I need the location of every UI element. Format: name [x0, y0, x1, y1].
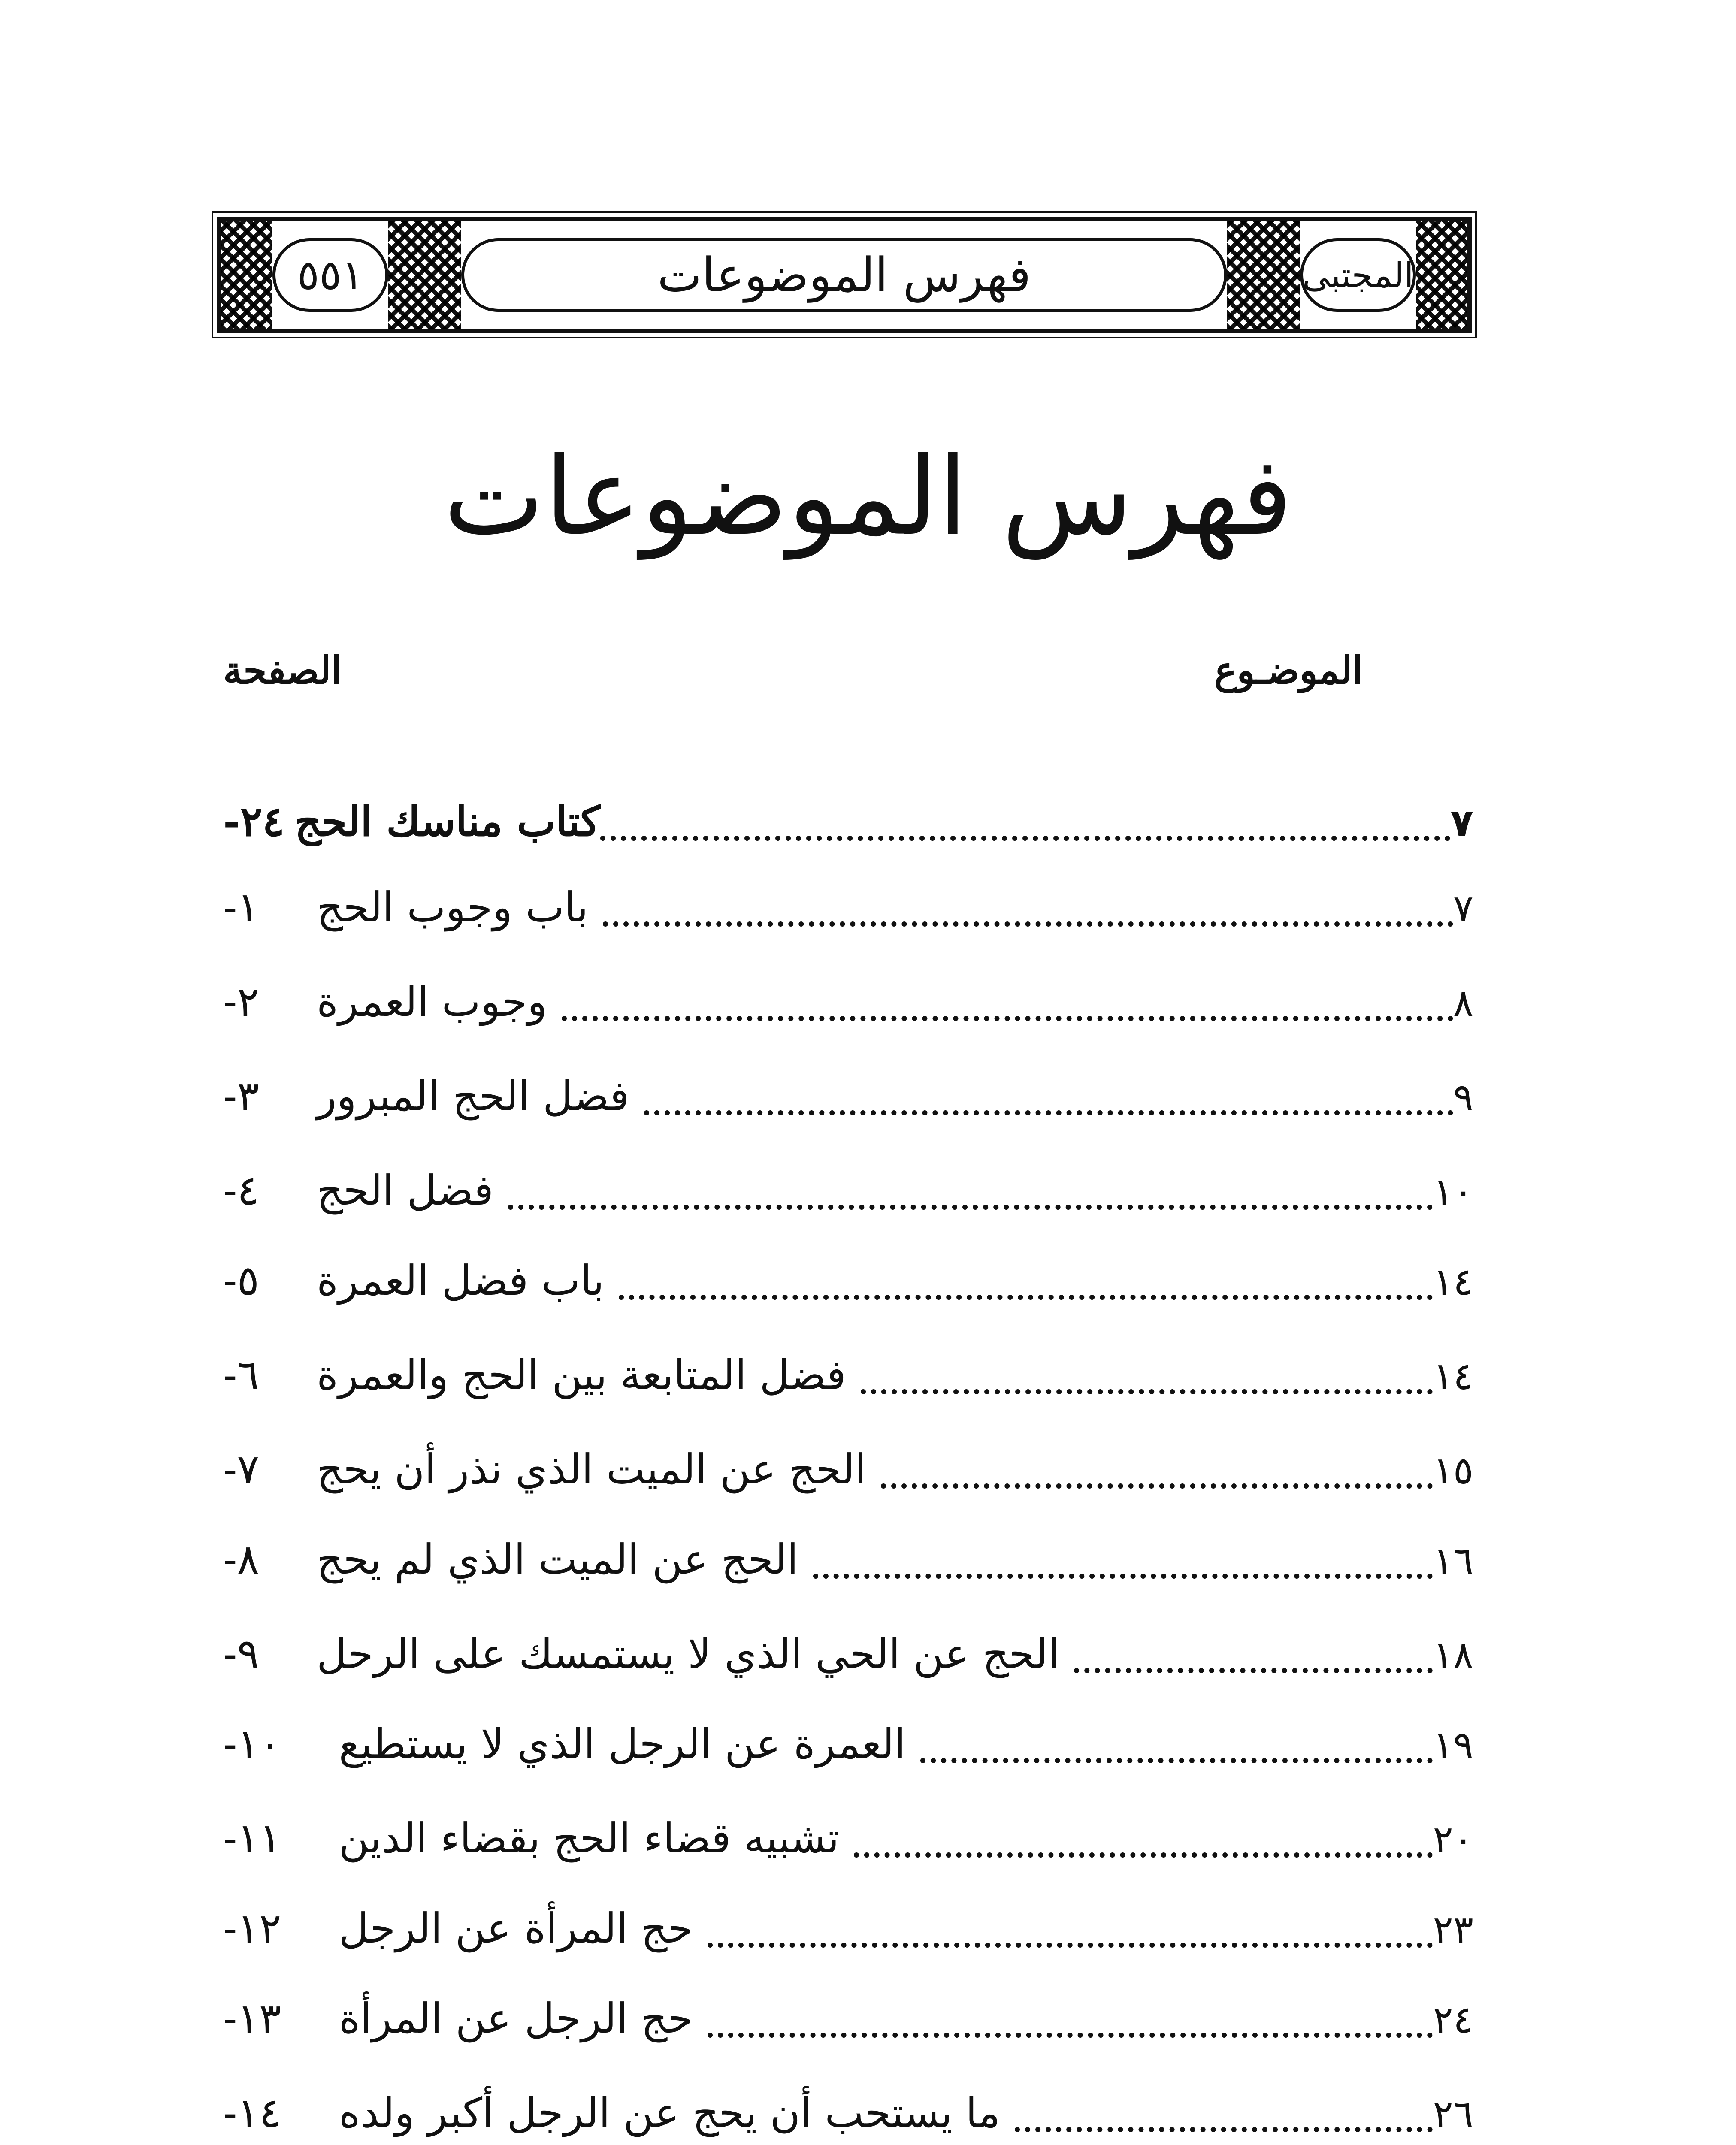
- toc-item-number: ٦-: [223, 1351, 259, 1399]
- page-number: ٥٥١: [297, 251, 364, 299]
- toc-row: [223, 1437, 1476, 1502]
- dot-leader: [619, 1295, 1433, 1300]
- toc-item-label: باب فضل العمرة: [317, 1257, 605, 1305]
- toc-row: [223, 1806, 1476, 1870]
- dot-leader: [1074, 1668, 1433, 1673]
- toc-row: [223, 875, 1476, 940]
- toc-item-number: ١٤-: [223, 2089, 281, 2137]
- toc-item-label: تشبيه قضاء الحج بقضاء الدين: [339, 1814, 839, 1862]
- toc-row: [223, 1622, 1476, 1686]
- toc-item-number: ١٠-: [223, 1720, 281, 1768]
- toc-item-label: وجوب العمرة: [317, 978, 547, 1026]
- toc-row: [223, 1158, 1476, 1223]
- toc-row: [223, 2081, 1476, 2145]
- toc-row: [223, 1248, 1476, 1313]
- dot-leader: [881, 1483, 1433, 1489]
- header-ornament: [221, 221, 272, 329]
- toc-row: [223, 1527, 1476, 1592]
- dot-leader: [920, 1758, 1433, 1763]
- toc-item-label: فضل الحج المبرور: [317, 1072, 629, 1120]
- toc-item-page: ١٠: [1433, 1169, 1473, 1214]
- toc-item-number: ٩-: [223, 1630, 259, 1678]
- header-ornament: [388, 221, 461, 329]
- dot-leader: [861, 1389, 1433, 1394]
- dot-leader: [1015, 2127, 1433, 2132]
- toc-item-page: ١٩: [1433, 1723, 1473, 1767]
- toc-item-number: ١١-: [223, 1814, 281, 1862]
- toc-item-label: الحج عن الميت الذي لم يحج: [317, 1535, 798, 1583]
- toc-item-page: ١٨: [1433, 1633, 1473, 1677]
- toc-row: [223, 1343, 1476, 1407]
- toc-item-label: باب وجوب الحج: [317, 883, 588, 931]
- toc-item-number: ٨-: [223, 1535, 259, 1583]
- toc-item-label: حج المرأة عن الرجل: [339, 1904, 693, 1952]
- toc-item-number: ٢٤-: [223, 797, 284, 846]
- dot-leader: [603, 921, 1453, 927]
- book-name-cartouche: [1300, 238, 1416, 312]
- page-number-cartouche: [272, 238, 388, 312]
- toc-item-number: ٧-: [223, 1445, 259, 1493]
- toc-item-label: ما يستحب أن يحج عن الرجل أكبر ولده: [339, 2089, 1001, 2137]
- dot-leader: [508, 1205, 1433, 1210]
- dot-leader: [600, 836, 1450, 841]
- toc-item-page: ٢٤: [1433, 1997, 1473, 2042]
- toc-row: [223, 970, 1476, 1034]
- toc-item-page: ٧: [1453, 886, 1473, 931]
- toc-item-number: ٣-: [223, 1072, 259, 1120]
- toc-item-label: الحج عن الميت الذي نذر أن يحج: [317, 1445, 866, 1493]
- toc-item-label: حج الرجل عن المرأة: [339, 1994, 693, 2042]
- toc-item-page: ٨: [1453, 981, 1473, 1025]
- toc-item-page: ٢٦: [1433, 2092, 1473, 2136]
- dot-leader: [708, 2033, 1433, 2038]
- dot-leader: [854, 1852, 1433, 1858]
- toc-item-page: ١٤: [1433, 1354, 1473, 1398]
- toc-item-page: ٢٣: [1433, 1907, 1473, 1952]
- running-header: [217, 217, 1472, 333]
- toc-item-number: ١٣-: [223, 1994, 281, 2042]
- toc-item-label: فضل المتابعة بين الحج والعمرة: [317, 1351, 847, 1399]
- book-name: المجتبى: [1302, 255, 1414, 295]
- dot-leader: [562, 1016, 1453, 1021]
- toc-item-number: ٥-: [223, 1257, 259, 1305]
- toc-row: [223, 1064, 1476, 1128]
- page-title: فهرس الموضوعات: [443, 434, 1293, 559]
- toc-item-page: ٢٠: [1433, 1817, 1473, 1861]
- toc-item-label: العمرة عن الرجل الذي لا يستطيع: [339, 1720, 906, 1768]
- header-title: فهرس الموضوعات: [657, 248, 1031, 302]
- column-header-topic: الموضـوع: [1214, 648, 1363, 692]
- dot-leader: [644, 1110, 1453, 1115]
- toc-item-label: الحج عن الحي الذي لا يستمسك على الرحل: [317, 1630, 1060, 1678]
- toc-item-number: ١-: [223, 883, 259, 931]
- toc-item-page: ١٦: [1433, 1538, 1473, 1583]
- dot-leader: [813, 1574, 1433, 1579]
- dot-leader: [708, 1943, 1433, 1948]
- header-title-cartouche: [461, 238, 1227, 312]
- toc-item-number: ١٢-: [223, 1904, 281, 1952]
- toc-item-page: ١٤: [1433, 1260, 1473, 1304]
- toc-item-page: ١٥: [1433, 1448, 1473, 1492]
- header-ornament: [1227, 221, 1300, 329]
- toc-item-label: كتاب مناسك الحج: [294, 797, 600, 846]
- column-header-page: الصفحة: [223, 648, 342, 692]
- toc-item-page: ٧: [1450, 801, 1473, 845]
- toc-row: [223, 1896, 1476, 1961]
- header-ornament: [1416, 221, 1467, 329]
- toc-row: [223, 1712, 1476, 1776]
- toc-chapter-row: [223, 789, 1476, 854]
- toc-item-number: ٤-: [223, 1166, 259, 1214]
- toc-row: [223, 1986, 1476, 2051]
- toc-item-label: فضل الحج: [317, 1166, 494, 1214]
- toc-item-number: ٢-: [223, 978, 259, 1026]
- toc-item-page: ٩: [1453, 1075, 1473, 1119]
